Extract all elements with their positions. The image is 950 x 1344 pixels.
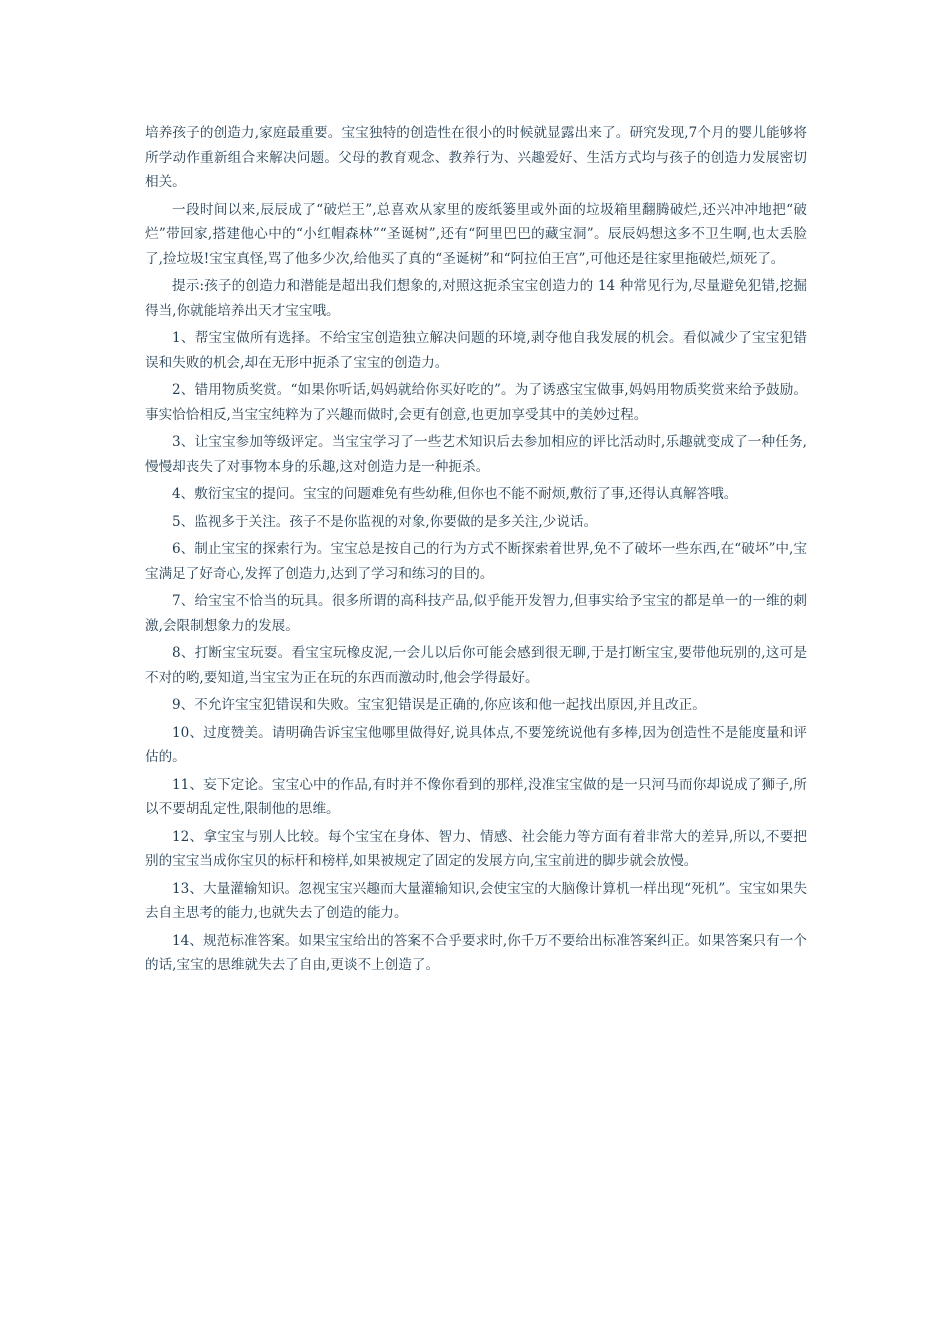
list-item: 12、拿宝宝与别人比较。每个宝宝在身体、智力、情感、社会能力等方面有着非常大的差异,所以,不要把别的宝宝当成你宝贝的标杆和榜样,如果被规定了固定的发展方向,宝宝前进的脚步就会放慢。 bbox=[145, 828, 807, 869]
intro-paragraph: 培养孩子的创造力,家庭最重要。宝宝独特的创造性在很小的时候就显露出来了。研究发现,7个月的婴儿能够将所学动作重新组合来解决问题。父母的教育观念、教养行为、兴趣爱好、生活方式均与孩子的创造力发展密切相关。 bbox=[145, 125, 807, 190]
list-item: 13、大量灌输知识。忽视宝宝兴趣而大量灌输知识,会使宝宝的大脑像计算机一样出现“死机”。宝宝如果失去自主思考的能力,也就失去了创造的能力。 bbox=[145, 880, 807, 921]
list-item: 9、不允许宝宝犯错误和失败。宝宝犯错误是正确的,你应该和他一起找出原因,并且改正。 bbox=[172, 697, 706, 713]
list-item: 11、妄下定论。宝宝心中的作品,有时并不像你看到的那样,没准宝宝做的是一只河马而你却说成了狮子,所以不要胡乱定性,限制他的思维。 bbox=[145, 776, 807, 817]
list-item: 5、监视多于关注。孩子不是你监视的对象,你要做的是多关注,少说话。 bbox=[172, 513, 598, 530]
list-item: 2、错用物质奖赏。“如果你听话,妈妈就给你买好吃的”。为了诱惑宝宝做事,妈妈用物质奖赏来给予鼓励。事实恰恰相反,当宝宝纯粹为了兴趣而做时,会更有创意,也更加享受其中的美妙过程。 bbox=[145, 382, 807, 423]
list-item: 7、给宝宝不恰当的玩具。很多所谓的高科技产品,似乎能开发智力,但事实给予宝宝的都是单一的一维的刺激,会限制想象力的发展。 bbox=[145, 593, 807, 634]
list-item: 10、过度赞美。请明确告诉宝宝他哪里做得好,说具体点,不要笼统说他有多棒,因为创造性不是能度量和评估的。 bbox=[145, 724, 807, 765]
list-item: 3、让宝宝参加等级评定。当宝宝学习了一些艺术知识后去参加相应的评比活动时,乐趣就变成了一种任务,慢慢却丧失了对事物本身的乐趣,这对创造力是一种扼杀。 bbox=[145, 434, 807, 475]
story-paragraph: 一段时间以来,辰辰成了“破烂王”,总喜欢从家里的废纸篓里或外面的垃圾箱里翻腾破烂,还兴冲冲地把“破烂”带回家,搭建他心中的“小红帽森林”“圣诞树”,还有“阿里巴巴的藏宝洞”。辰辰妈想这多不卫生啊,也太丢脸了,捡垃圾!宝宝真怪,骂了他多少次,给他买了真的“圣诞树”和“阿拉伯王宫”,可他还是往家里拖破烂,烦死了。 bbox=[145, 201, 807, 267]
document-page bbox=[145, 121, 807, 981]
list-item: 8、打断宝宝玩耍。看宝宝玩橡皮泥,一会儿以后你可能会感到很无聊,于是打断宝宝,要带他玩别的,这可是不对的哟,要知道,当宝宝为正在玩的东西而激动时,他会学得最好。 bbox=[145, 645, 807, 686]
list-item: 1、帮宝宝做所有选择。不给宝宝创造独立解决问题的环境,剥夺他自我发展的机会。看似减少了宝宝犯错误和失败的机会,却在无形中扼杀了宝宝的创造力。 bbox=[145, 330, 807, 371]
list-item: 6、制止宝宝的探索行为。宝宝总是按自己的行为方式不断探索着世界,免不了破坏一些东西,在“破坏”中,宝宝满足了好奇心,发挥了创造力,达到了学习和练习的目的。 bbox=[145, 541, 807, 582]
list-item: 4、敷衍宝宝的提问。宝宝的问题难免有些幼稚,但你也不能不耐烦,敷衍了事,还得认真解答哦。 bbox=[172, 486, 738, 502]
tip-paragraph: 提示:孩子的创造力和潜能是超出我们想象的,对照这扼杀宝宝创造力的 14 种常见行为,尽量避免犯错,挖掘得当,你就能培养出天才宝宝哦。 bbox=[145, 278, 807, 319]
list-item: 14、规范标准答案。如果宝宝给出的答案不合乎要求时,你千万不要给出标准答案纠正。如果答案只有一个的话,宝宝的思维就失去了自由,更谈不上创造了。 bbox=[145, 932, 807, 973]
